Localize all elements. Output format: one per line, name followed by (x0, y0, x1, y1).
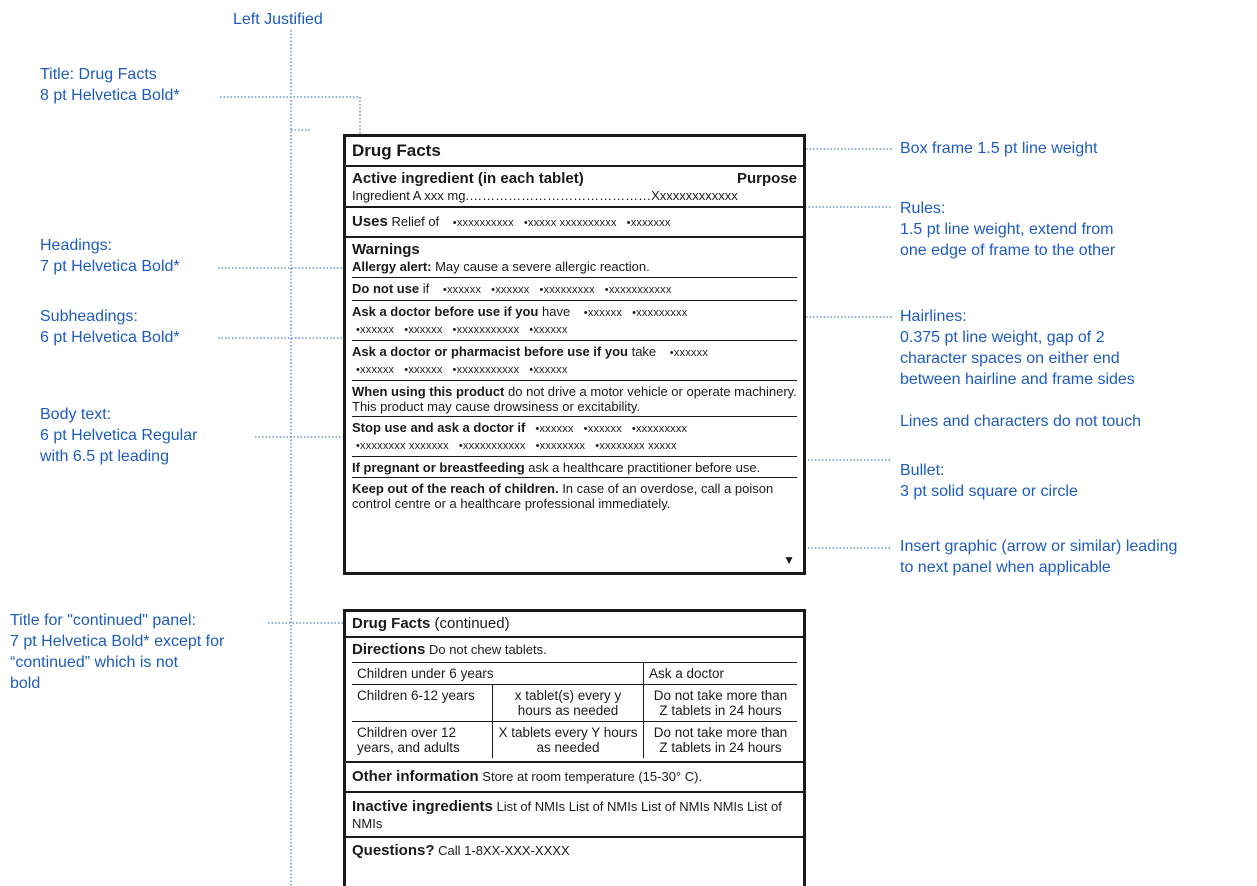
bullet-annotation (900, 460, 1078, 502)
ask-doctor (352, 300, 797, 340)
title-annotation-line1: Title: Drug Facts (40, 66, 157, 83)
warnings-section (346, 236, 803, 516)
table-row (352, 685, 797, 722)
ask-pharmacist-text: take (627, 344, 660, 359)
continued-annotation-line4: bold (10, 675, 41, 692)
directions-text: Do not chew tablets. (425, 642, 547, 657)
table-cell: X tablets every Y hours as needed (493, 722, 644, 759)
ask-pharmacist (352, 340, 797, 380)
bullet-item: •xxxxxx (669, 347, 709, 359)
bullet-item: •xxxxxx (583, 307, 623, 319)
title-leader (220, 97, 360, 143)
continued-annotation-line2: 7 pt Helvetica Bold* except for (10, 633, 225, 650)
hairlines-annotation-line3: character spaces on either end (900, 350, 1120, 367)
table-cell: Children over 12 years, and adults (352, 722, 493, 759)
do-not-use (352, 277, 797, 300)
inactive-ingredients-heading: Inactive ingredients (352, 798, 493, 815)
continued-annotation-line3: “continued” which is not (10, 654, 179, 671)
do-not-use-text: if (419, 281, 433, 296)
bullet-item: •xxxxxx (404, 324, 443, 336)
other-information-heading: Other information (352, 768, 479, 785)
table-row (352, 722, 797, 759)
bullet-item: •xxxxxxxxxx (452, 217, 514, 229)
pregnant-text: ask a healthcare practitioner before use. (524, 460, 761, 475)
directions-section (346, 636, 803, 761)
bullet-item: •xxxxxx (356, 324, 395, 336)
inactive-ingredients-section (346, 791, 803, 836)
stop-use-label: Stop use and ask a doctor if (352, 420, 526, 435)
headings-annotation-line1: Headings: (40, 237, 113, 254)
allergy-alert-text: May cause a severe allergic reaction. (431, 259, 650, 274)
body-annotation-line1: Body text: (40, 406, 112, 423)
title-annotation-line2: 8 pt Helvetica Bold* (40, 87, 180, 104)
bullet-item: •xxxxxxxx xxxxx (595, 440, 677, 452)
graphic-annotation (900, 536, 1177, 578)
questions-text: Call 1-8XX-XXX-XXXX (434, 843, 570, 858)
headings-annotation (40, 235, 180, 277)
left-justified-label: Left Justified (233, 11, 323, 28)
stop-use (352, 416, 797, 456)
active-ingredient-heading: Active ingredient (in each tablet) (352, 170, 584, 187)
directions-table (352, 662, 797, 758)
body-annotation-line2: 6 pt Helvetica Regular (40, 427, 198, 444)
table-cell: Do not take more than Z tablets in 24 hours (644, 722, 798, 759)
when-using (352, 380, 797, 416)
other-information-section (346, 761, 803, 791)
subheadings-annotation-line2: 6 pt Helvetica Bold* (40, 329, 180, 346)
bullet-annotation-line2: 3 pt solid square or circle (900, 483, 1078, 500)
title-annotation (40, 64, 180, 106)
ingredient-line: Ingredient A xxx mg.……………………………………Xxxxxxxxxxxxx (352, 188, 738, 203)
table-cell: Do not take more than Z tablets in 24 hours (644, 685, 798, 722)
allergy-alert (352, 259, 797, 277)
graphic-annotation-line2: to next panel when applicable (900, 559, 1111, 576)
bullet-item: •xxxxxxxxxxx (452, 324, 520, 336)
pregnant-label: If pregnant or breastfeeding (352, 460, 525, 475)
table-cell: Children 6-12 years (352, 685, 493, 722)
hairlines-annotation-line1: Hairlines: (900, 308, 967, 325)
ask-doctor-text: have (538, 304, 574, 319)
bullet-annotation-line1: Bullet: (900, 462, 945, 479)
pregnant (352, 456, 797, 477)
continued-title: Drug Facts (352, 615, 431, 632)
keep-out (352, 477, 797, 513)
drug-facts-continued-panel (343, 609, 806, 886)
subheadings-annotation (40, 306, 180, 348)
directions-heading: Directions (352, 641, 426, 658)
bullet-item: •xxxxxx (491, 284, 530, 296)
when-using-text: do not drive a motor vehicle or operate machinery. This product may cause drowsiness or excitability. (352, 384, 797, 414)
questions-section (346, 836, 803, 863)
rules-annotation-line1: Rules: (900, 200, 946, 217)
continued-annotation (10, 610, 224, 694)
other-information-text: Store at room temperature (15-30° C). (478, 769, 703, 784)
active-ingredient-section (346, 165, 803, 206)
rules-annotation (900, 198, 1115, 261)
no-touch-annotation: Lines and characters do not touch (900, 413, 1142, 430)
panel-title: Drug Facts (352, 141, 441, 160)
bullet-item: •xxxxxxxxx (631, 423, 688, 435)
uses-text: Relief of (387, 214, 443, 229)
continued-title-section (346, 612, 803, 636)
ask-doctor-label: Ask a doctor before use if you (352, 304, 539, 319)
bullet-item: •xxxxxxxxxxx (604, 284, 672, 296)
warnings-heading: Warnings (352, 241, 420, 258)
bullet-item: •xxxxxxxx (535, 440, 586, 452)
bullet-item: •xxxxxxxxxxx (452, 364, 520, 376)
drug-facts-panel (343, 134, 806, 575)
table-cell: Ask a doctor (644, 663, 798, 685)
keep-out-text: In case of an overdose, call a poison control centre or a healthcare professional immediately. (352, 481, 774, 511)
graphic-annotation-line1: Insert graphic (arrow or similar) leading (900, 538, 1178, 555)
bullet-item: •xxxxxxxx xxxxxxx (356, 440, 449, 452)
hairlines-annotation-line4: between hairline and frame sides (900, 371, 1135, 388)
subheadings-annotation-line1: Subheadings: (40, 308, 138, 325)
bullet-item: •xxxxxx (583, 423, 622, 435)
bullet-item: •xxxxx xxxxxxxxxx (523, 217, 617, 229)
bullet-item: •xxxxxxx (626, 217, 671, 229)
purpose-heading: Purpose (736, 170, 797, 187)
hairlines-annotation (900, 306, 1135, 390)
bullet-item: •xxxxxx (404, 364, 443, 376)
continued-title-suffix: (continued) (430, 615, 510, 632)
when-using-label: When using this product (352, 384, 505, 399)
panel-title-section (346, 137, 803, 165)
uses-section (346, 206, 803, 236)
keep-out-label: Keep out of the reach of children. (352, 481, 559, 496)
bullet-item: •xxxxxx (442, 284, 482, 296)
bullet-item: •xxxxxxxxxxx (458, 440, 526, 452)
table-cell: Children under 6 years (352, 663, 644, 685)
uses-heading: Uses (352, 213, 388, 230)
continued-annotation-line1: Title for "continued" panel: (10, 612, 196, 629)
body-annotation (40, 404, 197, 467)
bullet-item: •xxxxxx (535, 423, 574, 435)
ask-pharmacist-label: Ask a doctor or pharmacist before use if you (352, 344, 628, 359)
bullet-item: •xxxxxx (529, 324, 568, 336)
table-cell: x tablet(s) every y hours as needed (493, 685, 644, 722)
bullet-item: •xxxxxxxxx (539, 284, 595, 296)
headings-annotation-line2: 7 pt Helvetica Bold* (40, 258, 180, 275)
inactive-ingredients-text: List of NMIs List of NMIs List of NMIs NMIs List of NMIs (352, 799, 782, 831)
bullet-item: •xxxxxxxxx (632, 307, 688, 319)
rules-annotation-line2: 1.5 pt line weight, extend from (900, 221, 1114, 238)
do-not-use-label: Do not use (352, 281, 420, 296)
box-frame-annotation: Box frame 1.5 pt line weight (900, 140, 1098, 157)
bullet-item: •xxxxxx (529, 364, 568, 376)
rules-annotation-line3: one edge of frame to the other (900, 242, 1116, 259)
table-row (352, 663, 797, 685)
arrow-down-icon: ▼ (783, 553, 795, 567)
questions-heading: Questions? (352, 842, 435, 859)
body-annotation-line3: with 6.5 pt leading (40, 448, 169, 465)
hairlines-annotation-line2: 0.375 pt line weight, gap of 2 (900, 329, 1105, 346)
bullet-item: •xxxxxx (356, 364, 395, 376)
allergy-alert-label: Allergy alert: (352, 259, 432, 274)
